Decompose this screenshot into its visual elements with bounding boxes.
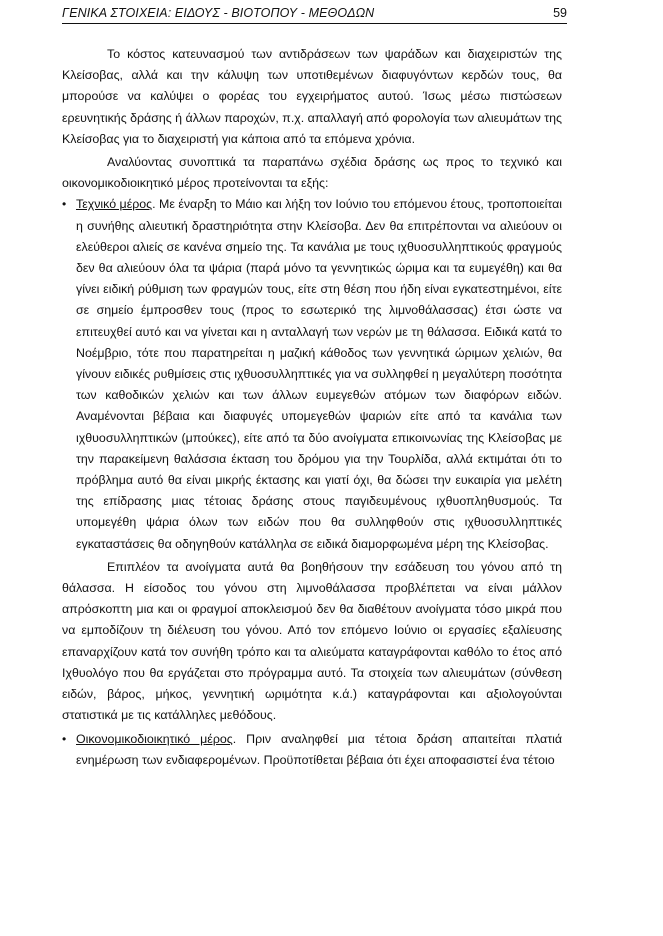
page-number: 59 [553,6,567,20]
bullet-item-economic [62,729,562,771]
header-title: ΓΕΝΙΚΑ ΣΤΟΙΧΕΙΑ: ΕΙΔΟΥΣ - ΒΙΟΤΟΠΟΥ - ΜΕΘΟΔΩΝ [62,6,375,20]
paragraph: Το κόστος κατευνασμού των αντιδράσεων των ψαράδων και διαχειριστών της Κλείσοβας, αλλά και την κάλυψη των υποτιθεμένων διαφυγόντων κερδών τους, θα μπορούσε να καλύψει ο φορέας του εγχειρήματος αυτού. Ίσως μέσω πιστώσεων ερευνητικής δράσης ή άλλων παροχών, π.χ. απαλλαγή από φορολογία των αλιευμάτων της Κλείσοβας για το διαχειριστή για κάποια από τα επόμενα χρόνια. [62,47,562,146]
running-header [62,4,567,24]
bullet-icon: • [62,197,67,212]
bullet-label: Οικονομικοδιοικητικό μέρος [76,731,233,746]
header-rule [62,23,567,24]
bullet-label: Τεχνικό μέρος [76,197,153,212]
bullet-text: . Πριν αναληφθεί μια τέτοια δράση απαιτείται πλατιά ενημέρωση των ενδιαφερομένων. Προϋποτίθεται βέβαια ότι έχει αποφασιστεί ένα τέτοιο [76,731,563,767]
bullet-item-technical [62,194,562,554]
paragraph: Αναλύοντας συνοπτικά τα παραπάνω σχέδια δράσης ως προς το τεχνικό και οικονομικοδιοικητικό μέρος προτείνονται τα εξής: [62,155,562,191]
bullet-text: . Με έναρξη το Μάιο και λήξη τον Ιούνιο του επόμενου έτους, τροποποιείται η συνήθης αλιευτική δραστηριότητα στην Κλείσοβα. Δεν θα επιτρέπονται να αλιεύουν οι ελεύθεροι αλιείς σε κανένα σημείο της. Τα κανάλια με τους ιχθυοσυλληπτικούς φραγμούς δεν θα αλιεύουν όλα τα ψάρια (παρά μόνο τα γεννητικώς ώριμα και τα ευμεγέθη) και θα γίνει ειδική ρύθμιση των φραγμών τους, είτε στη θέση που ήδη είναι εγκατεστημένοι, είτε σε σημείο έμπροσθεν τους (προς το εσωτερικό της λιμνοθάλασσας) έτσι ώστε να επιτευχθεί αυτό και να γίνεται και η ανταλλαγή των νερών με τη θάλασσα. Ειδικά κατά το Νοέμβριο, τότε που παρατηρείται η μαζική κάθοδος των γεννητικά ώριμων χελιών, θα γίνουν ειδικές ρυθμίσεις στις ιχθυοσυλληπτικές για να συλληφθεί η μεγαλύτερη ποσότητα των καθοδικών χελιών και των άλλων ευμεγεθών ατόμων των διαφόρων ειδών. Αναμένονται βέβαια και διαφυγές υπομεγεθών ψαριών είτε από τα κανάλια των ιχθυοσυλληπτικών (μπούκες), είτε από τα δύο ανοίγματα επικοινωνίας της Κλείσοβας με την παρακείμενη θαλάσσια έκταση του δρόμου για την Τουρλίδα, αλλά εκτιμάται ότι το πρόβλημα αυτό θα είναι μικρής έκτασης και γιατί όχι, θα δώσει την ευκαιρία για μελέτη της επίδρασης μιας τέτοιας δράσης στους παγιδευμένους ιχθυοπληθυσμούς. Τα υπομεγέθη ψάρια όλων των ειδών που θα συλληφθούν στις ιχθυοσυλληπτικές εγκαταστάσεις θα οδηγηθούν κατάλληλα σε ειδικά διαμορφωμένα μέρη της Κλείσοβας. [76,197,562,551]
paragraph: Επιπλέον τα ανοίγματα αυτά θα βοηθήσουν την εσάδευση του γόνου από τη θάλασσα. Η είσοδος του γόνου στη λιμνοθάλασσα προβλέπεται να είναι μάλλον απρόσκοπτη μια και οι φραγμοί αποκλεισμού δεν θα διαθέτουν ανοίγματα τόσο μικρά που να εμποδίζουν τη διέλευση του γόνου. Από τον επόμενο Ιούνιο οι εργασίες εξαλίευσης επαναρχίζουν κατά τον συνήθη τρόπο και τα αλιεύματα καταγράφονται καθόλο το έτος από Ιχθυολόγο που θα εργάζεται στο πρόγραμμα αυτό. Τα στοιχεία των αλιευμάτων (σύνθεση ειδών, βάρος, μήκος, γεννητική ωριμότητα κ.ά.) καταγράφονται και αξιολογούνται στατιστικά με τις κατάλληλες μεθόδους. [62,559,562,723]
body-text [62,44,562,771]
bullet-icon: • [62,731,67,746]
